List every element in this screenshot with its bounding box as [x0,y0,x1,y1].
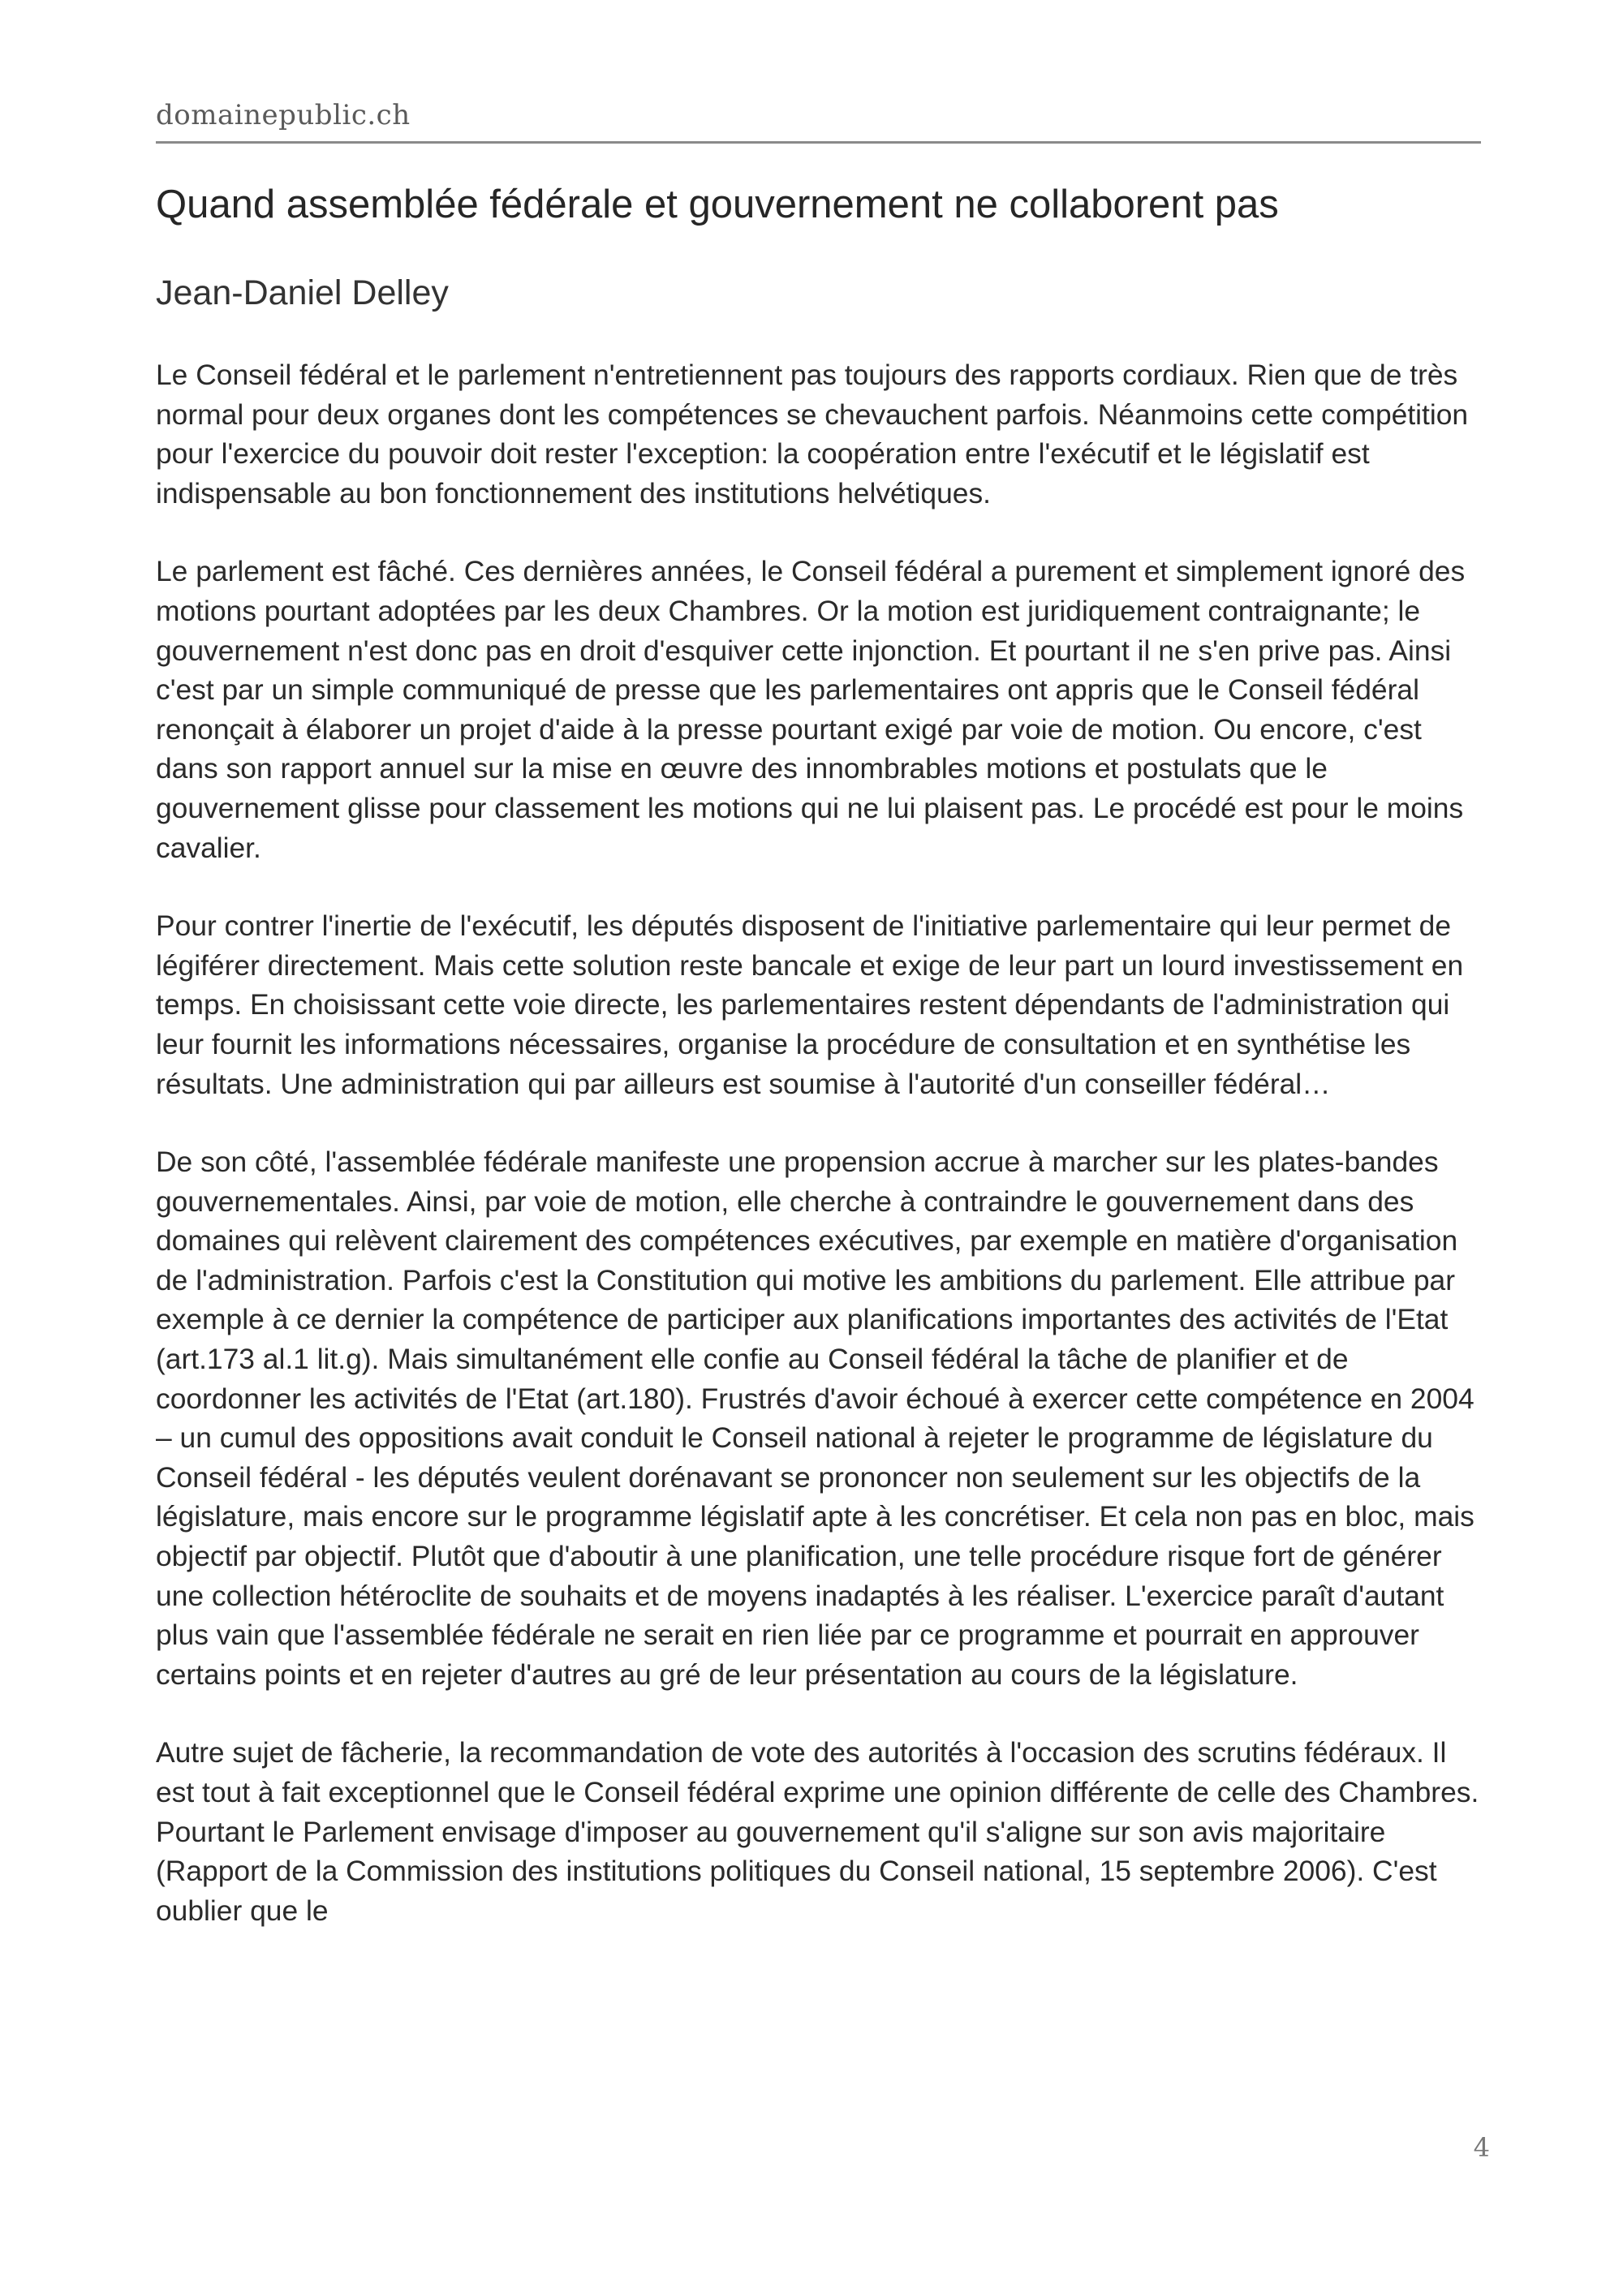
paragraph-2: Le parlement est fâché. Ces dernières années, le Conseil fédéral a purement et simplement ignoré des motions pourtant adoptées par les deux Chambres. Or la motion est juridiquement contraignante; le gouvernement n'est donc pas en droit d'esquiver cette injonction. Et pourtant il ne s'en prive pas. Ainsi c'est par un simple communiqué de presse que les parlementaires ont appris que le Conseil fédéral renonçait à élaborer un projet d'aide à la presse pourtant exigé par voie de motion. Ou encore, c'est dans son rapport annuel sur la mise en œuvre des innombrables motions et postulats que le gouvernement glisse pour classement les motions qui ne lui plaisent pas. Le procédé est pour le moins cavalier. [156,555,1466,864]
site-name: domainepublic.ch [156,99,411,131]
paragraph-4: De son côté, l'assemblée fédérale manifeste une propension accrue à marcher sur les plates-bandes gouvernementales. Ainsi, par voie de motion, elle cherche à contraindre le gouvernement dans des domaines qui relèvent clairement des compétences exécutives, par exemple en matière d'organisation de l'administration. Parfois c'est la Constitution qui motive les ambitions du parlement. Elle attribue par exemple à ce dernier la compétence de participer aux planifications importantes des activités de l'Etat (art.173 al.1 lit.g). Mais simultanément elle confie au Conseil fédéral la tâche de planifier et de coordonner les activités de l'Etat (art.180). Frustrés d'avoir échoué à exercer cette compétence en 2004 – un cumul des oppositions avait conduit le Conseil national à rejeter le programme de législature du Conseil fédéral - les députés veulent dorénavant se prononcer non seulement sur les objectifs de la législature, mais encore sur le programme législatif apte à les concrétiser. Et cela non pas en bloc, mais objectif par objectif. Plutôt que d'aboutir à une planification, une telle procédure risque fort de générer une collection hétéroclite de souhaits et de moyens inadaptés à les réaliser. L'exercice paraît d'autant plus vain que l'assemblée fédérale ne serait en rien liée par ce programme et pourrait en approuver certains points et en rejeter d'autres au gré de leur présentation au cours de la législature. [156,1146,1474,1691]
page-header [156,99,1481,144]
article-title: Quand assemblée fédérale et gouvernement ne collaborent pas [156,183,1279,226]
page-number: 4 [1473,2132,1490,2163]
paragraph-5: Autre sujet de fâcherie, la recommandation de vote des autorités à l'occasion des scrutins fédéraux. Il est tout à fait exceptionnel que le Conseil fédéral exprime une opinion différente de celle des Chambres. Pourtant le Parlement envisage d'imposer au gouvernement qu'il s'aligne sur son avis majoritaire (Rapport de la Commission des institutions politiques du Conseil national, 15 septembre 2006). C'est oublier que le [156,1736,1479,1927]
article-body [156,355,1483,1969]
paragraph-3: Pour contrer l'inertie de l'exécutif, les députés disposent de l'initiative parlementaire qui leur permet de légiférer directement. Mais cette solution reste bancale et exige de leur part un lourd investissement en temps. En choisissant cette voie directe, les parlementaires restent dépendants de l'administration qui leur fournit les informations nécessaires, organise la procédure de consultation et en synthétise les résultats. Une administration qui par ailleurs est soumise à l'autorité d'un conseiller fédéral… [156,909,1464,1100]
article-author: Jean-Daniel Delley [156,273,449,312]
paragraph-1: Le Conseil fédéral et le parlement n'entretiennent pas toujours des rapports cordiaux. Rien que de très normal pour deux organes dont les compétences se chevauchent parfois. Néanmoins cette compétition pour l'exercice du pouvoir doit rester l'exception: la coopération entre l'exécutif et le législatif est indispensable au bon fonctionnement des institutions helvétiques. [156,359,1469,510]
